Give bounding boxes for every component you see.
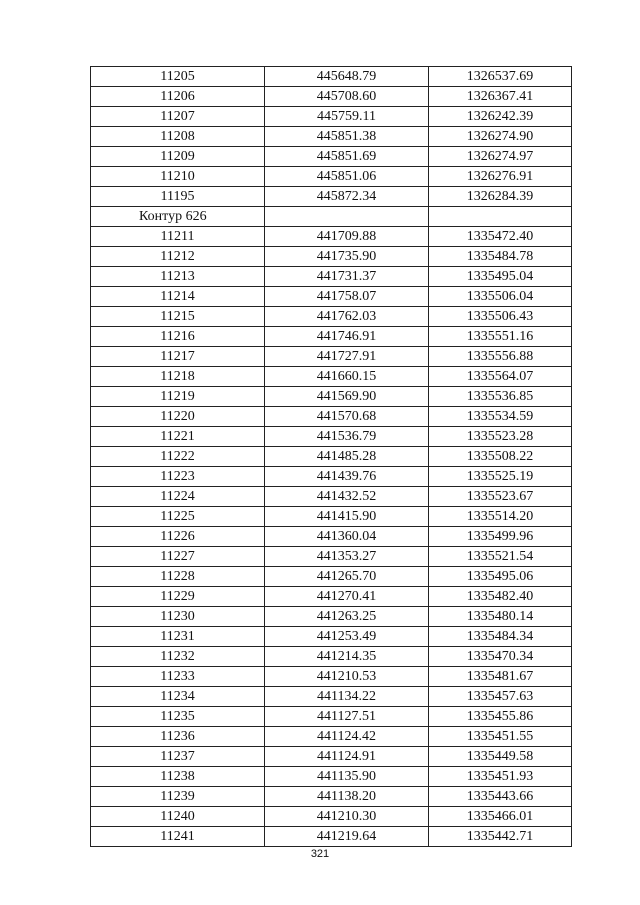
x-coordinate-cell: 445851.69 [265, 147, 429, 167]
section-label: Контур 626 [91, 207, 265, 227]
x-coordinate-cell: 441214.35 [265, 647, 429, 667]
table-row [91, 827, 572, 847]
x-coordinate-cell: 441758.07 [265, 287, 429, 307]
y-coordinate-cell: 1335556.88 [429, 347, 572, 367]
x-coordinate-cell: 441485.28 [265, 447, 429, 467]
y-coordinate-cell: 1335506.43 [429, 307, 572, 327]
x-coordinate-cell: 441134.22 [265, 687, 429, 707]
y-coordinate-cell: 1335499.96 [429, 527, 572, 547]
table-row [91, 567, 572, 587]
table-row [91, 407, 572, 427]
y-coordinate-cell: 1335472.40 [429, 227, 572, 247]
y-coordinate-cell: 1335484.34 [429, 627, 572, 647]
point-number-cell: 11213 [91, 267, 265, 287]
point-number-cell: 11228 [91, 567, 265, 587]
table-row [91, 767, 572, 787]
x-coordinate-cell: 441124.42 [265, 727, 429, 747]
y-coordinate-cell: 1326276.91 [429, 167, 572, 187]
point-number-cell: 11227 [91, 547, 265, 567]
x-coordinate-cell: 445851.06 [265, 167, 429, 187]
table-row [91, 107, 572, 127]
point-number-cell: 11208 [91, 127, 265, 147]
point-number-cell: 11216 [91, 327, 265, 347]
table-row [91, 307, 572, 327]
point-number-cell: 11219 [91, 387, 265, 407]
y-coordinate-cell: 1326274.97 [429, 147, 572, 167]
point-number-cell: 11224 [91, 487, 265, 507]
empty-cell [429, 207, 572, 227]
table-row [91, 787, 572, 807]
y-coordinate-cell: 1335451.55 [429, 727, 572, 747]
x-coordinate-cell: 441270.41 [265, 587, 429, 607]
point-number-cell: 11238 [91, 767, 265, 787]
x-coordinate-cell: 441210.53 [265, 667, 429, 687]
x-coordinate-cell: 441127.51 [265, 707, 429, 727]
table-row [91, 327, 572, 347]
x-coordinate-cell: 445759.11 [265, 107, 429, 127]
page-number: 321 [310, 848, 330, 860]
x-coordinate-cell: 441660.15 [265, 367, 429, 387]
point-number-cell: 11211 [91, 227, 265, 247]
table-row [91, 167, 572, 187]
y-coordinate-cell: 1326367.41 [429, 87, 572, 107]
x-coordinate-cell: 441210.30 [265, 807, 429, 827]
y-coordinate-cell: 1335480.14 [429, 607, 572, 627]
table-row [91, 447, 572, 467]
table-row [91, 547, 572, 567]
y-coordinate-cell: 1335536.85 [429, 387, 572, 407]
x-coordinate-cell: 441569.90 [265, 387, 429, 407]
table-row [91, 347, 572, 367]
point-number-cell: 11236 [91, 727, 265, 747]
x-coordinate-cell: 445708.60 [265, 87, 429, 107]
y-coordinate-cell: 1335484.78 [429, 247, 572, 267]
x-coordinate-cell: 441536.79 [265, 427, 429, 447]
x-coordinate-cell: 441360.04 [265, 527, 429, 547]
table-row [91, 227, 572, 247]
point-number-cell: 11218 [91, 367, 265, 387]
table-row [91, 427, 572, 447]
x-coordinate-cell: 441135.90 [265, 767, 429, 787]
x-coordinate-cell: 445851.38 [265, 127, 429, 147]
y-coordinate-cell: 1335482.40 [429, 587, 572, 607]
table-row [91, 67, 572, 87]
y-coordinate-cell: 1335508.22 [429, 447, 572, 467]
table-row [91, 247, 572, 267]
point-number-cell: 11214 [91, 287, 265, 307]
point-number-cell: 11222 [91, 447, 265, 467]
table-row [91, 747, 572, 767]
x-coordinate-cell: 441735.90 [265, 247, 429, 267]
point-number-cell: 11195 [91, 187, 265, 207]
point-number-cell: 11223 [91, 467, 265, 487]
y-coordinate-cell: 1335466.01 [429, 807, 572, 827]
coordinates-table-body [91, 67, 572, 847]
x-coordinate-cell: 441263.25 [265, 607, 429, 627]
table-row [91, 627, 572, 647]
table-row [91, 127, 572, 147]
y-coordinate-cell: 1335455.86 [429, 707, 572, 727]
x-coordinate-cell: 441762.03 [265, 307, 429, 327]
point-number-cell: 11206 [91, 87, 265, 107]
table-row [91, 587, 572, 607]
point-number-cell: 11241 [91, 827, 265, 847]
x-coordinate-cell: 441415.90 [265, 507, 429, 527]
y-coordinate-cell: 1335449.58 [429, 747, 572, 767]
table-row [91, 667, 572, 687]
point-number-cell: 11239 [91, 787, 265, 807]
table-row [91, 507, 572, 527]
table-row [91, 187, 572, 207]
point-number-cell: 11221 [91, 427, 265, 447]
table-row [91, 647, 572, 667]
point-number-cell: 11233 [91, 667, 265, 687]
y-coordinate-cell: 1335564.07 [429, 367, 572, 387]
point-number-cell: 11229 [91, 587, 265, 607]
x-coordinate-cell: 441727.91 [265, 347, 429, 367]
x-coordinate-cell: 441353.27 [265, 547, 429, 567]
y-coordinate-cell: 1326242.39 [429, 107, 572, 127]
y-coordinate-cell: 1335525.19 [429, 467, 572, 487]
table-row [91, 707, 572, 727]
y-coordinate-cell: 1335523.67 [429, 487, 572, 507]
x-coordinate-cell: 441731.37 [265, 267, 429, 287]
point-number-cell: 11212 [91, 247, 265, 267]
table-row [91, 607, 572, 627]
x-coordinate-cell: 445648.79 [265, 67, 429, 87]
table-row [91, 147, 572, 167]
y-coordinate-cell: 1335481.67 [429, 667, 572, 687]
point-number-cell: 11226 [91, 527, 265, 547]
y-coordinate-cell: 1326274.90 [429, 127, 572, 147]
y-coordinate-cell: 1335443.66 [429, 787, 572, 807]
section-row [91, 207, 572, 227]
point-number-cell: 11220 [91, 407, 265, 427]
point-number-cell: 11237 [91, 747, 265, 767]
table-row [91, 527, 572, 547]
point-number-cell: 11210 [91, 167, 265, 187]
x-coordinate-cell: 441138.20 [265, 787, 429, 807]
point-number-cell: 11215 [91, 307, 265, 327]
y-coordinate-cell: 1326284.39 [429, 187, 572, 207]
y-coordinate-cell: 1335534.59 [429, 407, 572, 427]
coordinates-table [90, 66, 572, 847]
x-coordinate-cell: 441746.91 [265, 327, 429, 347]
table-row [91, 287, 572, 307]
x-coordinate-cell: 441439.76 [265, 467, 429, 487]
point-number-cell: 11234 [91, 687, 265, 707]
point-number-cell: 11240 [91, 807, 265, 827]
point-number-cell: 11217 [91, 347, 265, 367]
x-coordinate-cell: 441265.70 [265, 567, 429, 587]
table-row [91, 267, 572, 287]
y-coordinate-cell: 1335521.54 [429, 547, 572, 567]
point-number-cell: 11225 [91, 507, 265, 527]
y-coordinate-cell: 1326537.69 [429, 67, 572, 87]
point-number-cell: 11235 [91, 707, 265, 727]
point-number-cell: 11232 [91, 647, 265, 667]
point-number-cell: 11207 [91, 107, 265, 127]
y-coordinate-cell: 1335551.16 [429, 327, 572, 347]
x-coordinate-cell: 441570.68 [265, 407, 429, 427]
y-coordinate-cell: 1335451.93 [429, 767, 572, 787]
table-row [91, 367, 572, 387]
point-number-cell: 11230 [91, 607, 265, 627]
table-row [91, 807, 572, 827]
x-coordinate-cell: 441253.49 [265, 627, 429, 647]
table-row [91, 687, 572, 707]
x-coordinate-cell: 441709.88 [265, 227, 429, 247]
x-coordinate-cell: 441219.64 [265, 827, 429, 847]
table-row [91, 487, 572, 507]
empty-cell [265, 207, 429, 227]
y-coordinate-cell: 1335523.28 [429, 427, 572, 447]
point-number-cell: 11209 [91, 147, 265, 167]
table-row [91, 727, 572, 747]
y-coordinate-cell: 1335506.04 [429, 287, 572, 307]
x-coordinate-cell: 441432.52 [265, 487, 429, 507]
y-coordinate-cell: 1335495.04 [429, 267, 572, 287]
y-coordinate-cell: 1335470.34 [429, 647, 572, 667]
table-row [91, 87, 572, 107]
point-number-cell: 11231 [91, 627, 265, 647]
y-coordinate-cell: 1335442.71 [429, 827, 572, 847]
x-coordinate-cell: 441124.91 [265, 747, 429, 767]
table-row [91, 387, 572, 407]
y-coordinate-cell: 1335514.20 [429, 507, 572, 527]
point-number-cell: 11205 [91, 67, 265, 87]
y-coordinate-cell: 1335457.63 [429, 687, 572, 707]
x-coordinate-cell: 445872.34 [265, 187, 429, 207]
y-coordinate-cell: 1335495.06 [429, 567, 572, 587]
table-row [91, 467, 572, 487]
